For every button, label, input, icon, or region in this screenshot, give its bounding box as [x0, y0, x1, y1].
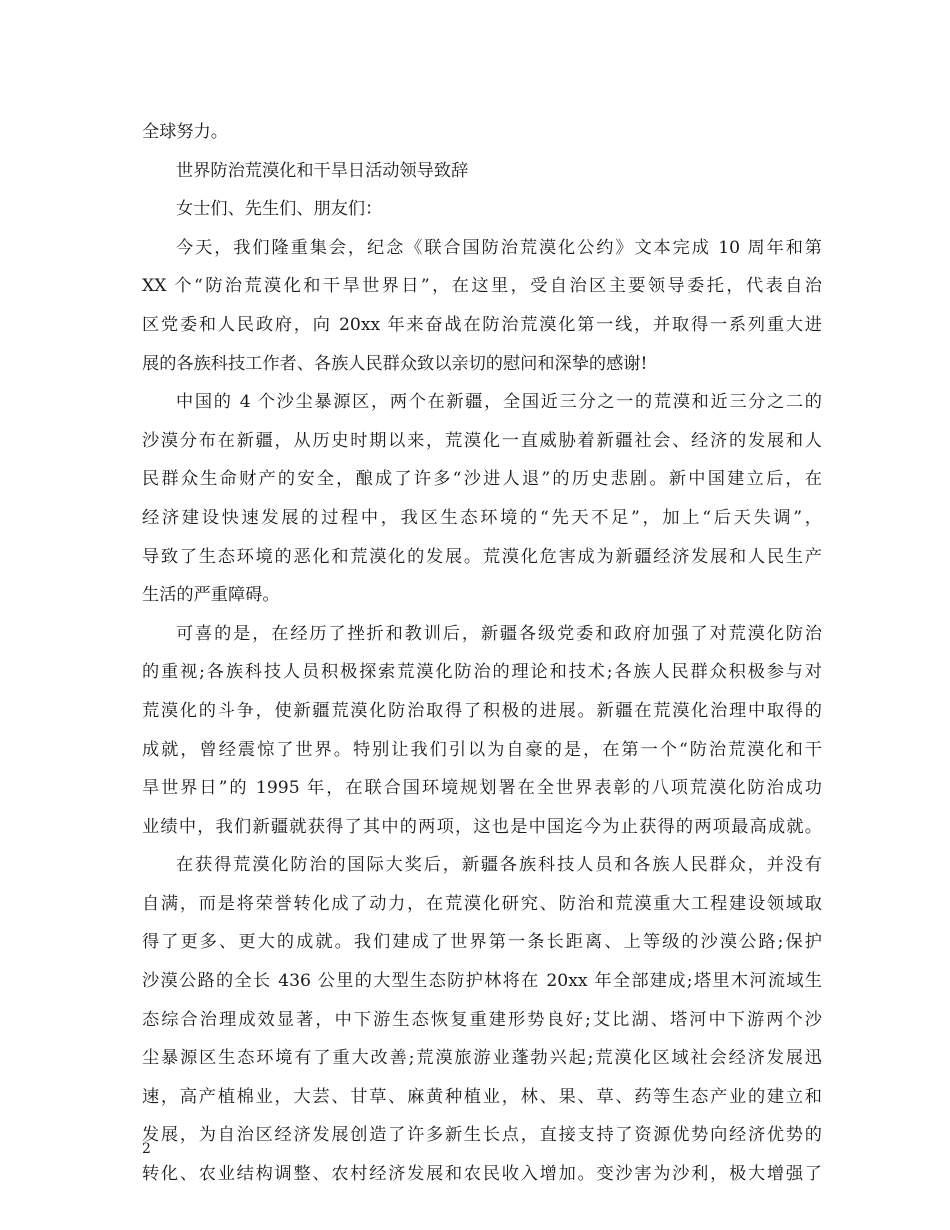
- text-line: XX 个“防治荒漠化和干旱世界日”，在这里，受自治区主要领导委托，代表自治: [142, 276, 822, 297]
- text-line: 沙漠公路的全长 436 公里的大型生态防护林将在 20xx 年全部建成;塔里木河流域生: [142, 971, 822, 992]
- text-line: 民群众生命财产的安全，酿成了许多“沙进人退”的历史悲剧。新中国建立后，在: [142, 469, 822, 490]
- text-line: 生活的严重障碍。: [142, 585, 280, 606]
- text-line: 中国的 4 个沙尘暴源区，两个在新疆，全国近三分之一的荒漠和近三分之二的: [176, 392, 822, 413]
- text-line: 转化、农业结构调整、农村经济发展和农民收入增加。变沙害为沙利，极大增强了: [142, 1164, 822, 1185]
- text-line: 在获得荒漠化防治的国际大奖后，新疆各族科技人员和各族人民群众，并没有: [176, 855, 822, 876]
- text-line: 导致了生态环境的恶化和荒漠化的发展。荒漠化危害成为新疆经济发展和人民生产: [142, 546, 822, 567]
- text-line: 旱世界日”的 1995 年，在联合国环境规划署在全世界表彰的八项荒漠化防治成功: [142, 778, 822, 799]
- text-line: 今天，我们隆重集会，纪念《联合国防治荒漠化公约》文本完成 10 周年和第: [176, 237, 822, 258]
- page-number: 2: [142, 1141, 151, 1157]
- text-line: 速，高产植棉业，大芸、甘草、麻黄种植业，林、果、草、药等生态产业的建立和: [142, 1086, 822, 1107]
- speech-title: 世界防治荒漠化和干旱日活动领导致辞: [176, 160, 469, 181]
- text-line: 的重视;各族科技人员积极探索荒漠化防治的理论和技术;各族人民群众积极参与对: [142, 662, 822, 683]
- text-line: 荒漠化的斗争，使新疆荒漠化防治取得了积极的进展。新疆在荒漠化治理中取得的: [142, 700, 822, 721]
- text-line: 全球努力。: [142, 122, 228, 142]
- text-line: 成就，曾经震惊了世界。特别让我们引以为自豪的是，在第一个“防治荒漠化和干: [142, 739, 822, 760]
- text-line: 区党委和人民政府，向 20xx 年来奋战在防治荒漠化第一线，并取得一系列重大进: [142, 314, 822, 335]
- document-body: [142, 113, 822, 1194]
- text-line: 得了更多、更大的成就。我们建成了世界第一条长距离、上等级的沙漠公路;保护: [142, 932, 822, 953]
- text-line: 业绩中，我们新疆就获得了其中的两项，这也是中国迄今为止获得的两项最高成就。: [142, 816, 822, 837]
- text-line: 态综合治理成效显著，中下游生态恢复重建形势良好;艾比湖、塔河中下游两个沙: [142, 1009, 822, 1030]
- text-line: 尘暴源区生态环境有了重大改善;荒漠旅游业蓬勃兴起;荒漠化区域社会经济发展迅: [142, 1048, 822, 1069]
- text-line: 发展，为自治区经济发展创造了许多新生长点，直接支持了资源优势向经济优势的: [142, 1125, 822, 1146]
- salutation: 女士们、先生们、朋友们：: [176, 199, 383, 220]
- text-line: 展的各族科技工作者、各族人民群众致以亲切的慰问和深挚的感谢!: [142, 353, 648, 374]
- text-line: 沙漠分布在新疆，从历史时期以来，荒漠化一直威胁着新疆社会、经济的发展和人: [142, 430, 822, 451]
- text-line: 可喜的是，在经历了挫折和教训后，新疆各级党委和政府加强了对荒漠化防治: [176, 623, 822, 644]
- text-line: 经济建设快速发展的过程中，我区生态环境的“先天不足”，加上“后天失调”，: [142, 507, 822, 528]
- text-line: 自满，而是将荣誉转化成了动力，在荒漠化研究、防治和荒漠重大工程建设领域取: [142, 893, 822, 914]
